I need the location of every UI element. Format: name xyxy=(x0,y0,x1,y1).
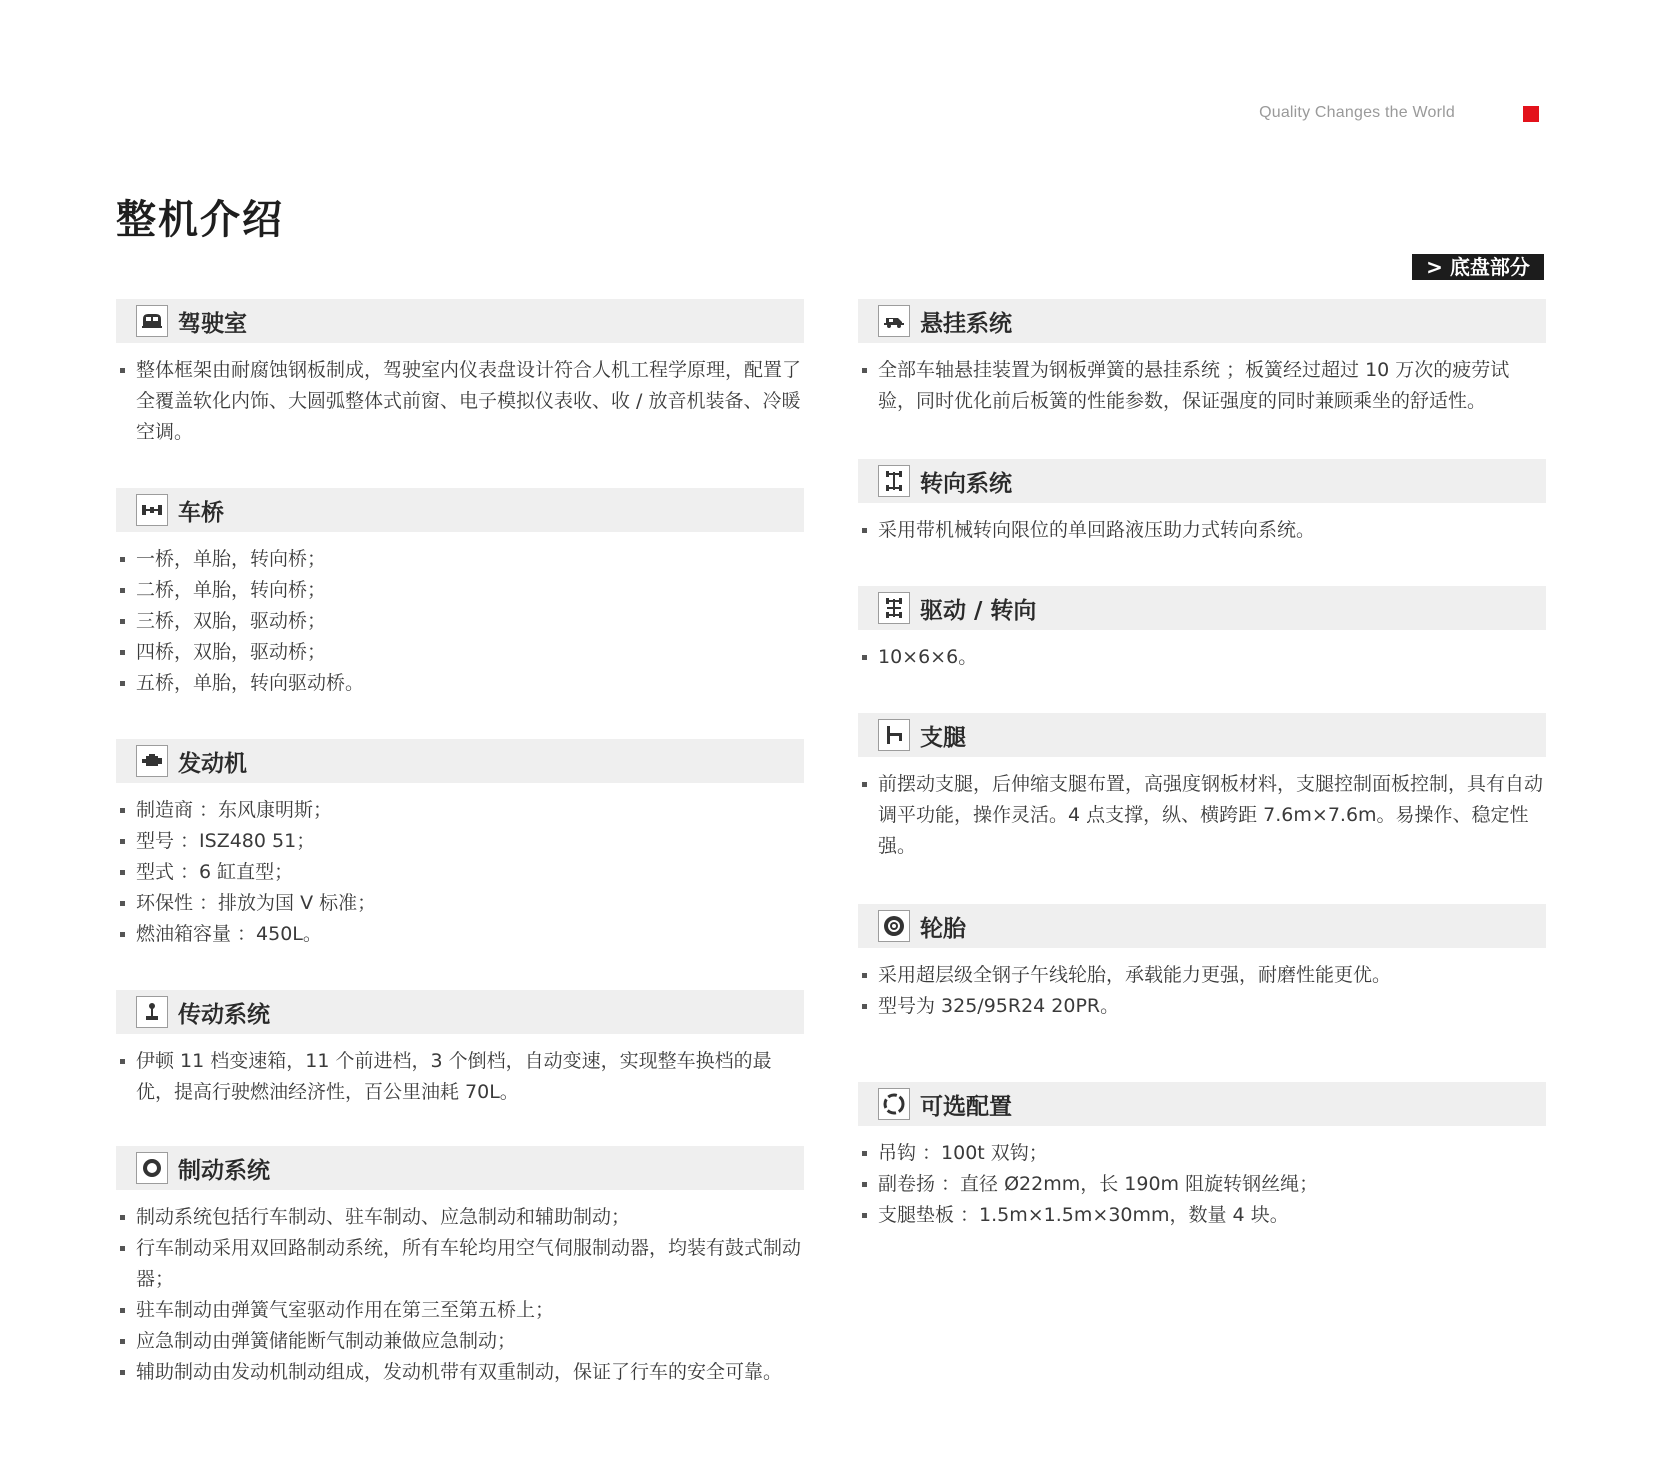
section-title: 驾驶室 xyxy=(178,310,247,337)
list-item: 一桥，单胎，转向桥； xyxy=(116,544,804,575)
section-outrigger xyxy=(858,713,1546,862)
list-item: 行车制动采用双回路制动系统，所有车轮均用空气伺服制动器，均装有鼓式制动器； xyxy=(116,1233,804,1295)
suspension-icon xyxy=(878,305,910,337)
list-item: 四桥，双胎，驱动桥； xyxy=(116,637,804,668)
list-item: 采用超层级全钢子午线轮胎，承载能力更强，耐磨性能更优。 xyxy=(858,960,1546,991)
section-tire xyxy=(858,904,1546,1022)
item-list xyxy=(116,1046,804,1108)
list-item: 伊顿 11 档变速箱，11 个前进档，3 个倒档，自动变速，实现整车换档的最优，提高行驶燃油经济性，百公里油耗 70L。 xyxy=(116,1046,804,1108)
engine-icon xyxy=(136,745,168,777)
item-list xyxy=(858,355,1546,417)
section-header xyxy=(858,586,1546,630)
section-title: 悬挂系统 xyxy=(920,310,1012,337)
section-header xyxy=(116,1146,804,1190)
section-header xyxy=(858,299,1546,343)
section-header xyxy=(116,299,804,343)
section-axle xyxy=(116,488,804,699)
list-item: 辅助制动由发动机制动组成，发动机带有双重制动，保证了行车的安全可靠。 xyxy=(116,1357,804,1388)
section-header xyxy=(858,904,1546,948)
section-header xyxy=(116,739,804,783)
left-column xyxy=(116,299,804,1388)
item-list xyxy=(858,1138,1546,1231)
list-item: 10×6×6。 xyxy=(858,642,1546,673)
section-title: 支腿 xyxy=(920,724,966,751)
list-item: 燃油箱容量 ：450L。 xyxy=(116,919,804,950)
drive-steering-icon xyxy=(878,592,910,624)
section-transmission xyxy=(116,990,804,1108)
list-item: 吊钩 ：100t 双钩； xyxy=(858,1138,1546,1169)
section-title: 制动系统 xyxy=(178,1157,270,1184)
item-list xyxy=(858,769,1546,862)
section-header xyxy=(858,713,1546,757)
item-list xyxy=(858,515,1546,546)
page-title: 整机介绍 xyxy=(116,197,284,243)
list-item: 前摆动支腿，后伸缩支腿布置，高强度钢板材料，支腿控制面板控制，具有自动调平功能，操作灵活。4 点支撑，纵、横跨距 7.6m×7.6m。易操作、稳定性强。 xyxy=(858,769,1546,862)
right-column xyxy=(858,299,1546,1231)
item-list xyxy=(858,642,1546,673)
list-item: 环保性 ：排放为国 V 标准； xyxy=(116,888,804,919)
list-item: 应急制动由弹簧储能断气制动兼做应急制动； xyxy=(116,1326,804,1357)
section-tag-chassis: > 底盘部分 xyxy=(1412,254,1544,280)
list-item: 型式 ：6 缸直型； xyxy=(116,857,804,888)
brake-icon xyxy=(136,1152,168,1184)
section-title: 传动系统 xyxy=(178,1001,270,1028)
item-list xyxy=(116,1202,804,1388)
section-title: 驱动 / 转向 xyxy=(920,597,1037,624)
steering-icon xyxy=(878,465,910,497)
section-title: 轮胎 xyxy=(920,915,966,942)
list-item: 型号为 325/95R24 20PR。 xyxy=(858,991,1546,1022)
section-header xyxy=(858,1082,1546,1126)
cab-icon xyxy=(136,305,168,337)
list-item: 采用带机械转向限位的单回路液压助力式转向系统。 xyxy=(858,515,1546,546)
outrigger-icon xyxy=(878,719,910,751)
gearshift-icon xyxy=(136,996,168,1028)
list-item: 整体框架由耐腐蚀钢板制成，驾驶室内仪表盘设计符合人机工程学原理，配置了全覆盖软化内饰、大圆弧整体式前窗、电子模拟仪表收、收 / 放音机装备、冷暖空调。 xyxy=(116,355,804,448)
options-icon xyxy=(878,1088,910,1120)
section-header xyxy=(858,459,1546,503)
list-item: 二桥，单胎，转向桥； xyxy=(116,575,804,606)
section-engine xyxy=(116,739,804,950)
section-drive-steering xyxy=(858,586,1546,673)
list-item: 制造商 ：东风康明斯； xyxy=(116,795,804,826)
item-list xyxy=(858,960,1546,1022)
section-title: 可选配置 xyxy=(920,1093,1012,1120)
section-header xyxy=(116,990,804,1034)
axle-icon xyxy=(136,494,168,526)
tire-icon xyxy=(878,910,910,942)
section-brake xyxy=(116,1146,804,1388)
section-steering xyxy=(858,459,1546,546)
list-item: 支腿垫板 ：1.5m×1.5m×30mm，数量 4 块。 xyxy=(858,1200,1546,1231)
red-square-mark xyxy=(1523,106,1539,122)
list-item: 副卷扬 ：直径 Ø22mm，长 190m 阻旋转钢丝绳； xyxy=(858,1169,1546,1200)
list-item: 驻车制动由弹簧气室驱动作用在第三至第五桥上； xyxy=(116,1295,804,1326)
list-item: 五桥，单胎，转向驱动桥。 xyxy=(116,668,804,699)
list-item: 全部车轴悬挂装置为钢板弹簧的悬挂系统 ；板簧经过超过 10 万次的疲劳试验，同时优化前后板簧的性能参数，保证强度的同时兼顾乘坐的舒适性。 xyxy=(858,355,1546,417)
section-title: 转向系统 xyxy=(920,470,1012,497)
list-item: 三桥，双胎，驱动桥； xyxy=(116,606,804,637)
list-item: 制动系统包括行车制动、驻车制动、应急制动和辅助制动； xyxy=(116,1202,804,1233)
item-list xyxy=(116,795,804,950)
section-title: 发动机 xyxy=(178,750,247,777)
item-list xyxy=(116,544,804,699)
section-header xyxy=(116,488,804,532)
item-list xyxy=(116,355,804,448)
section-suspension xyxy=(858,299,1546,417)
section-options xyxy=(858,1082,1546,1231)
tagline: Quality Changes the World xyxy=(1259,104,1455,121)
section-title: 车桥 xyxy=(178,499,224,526)
section-cab xyxy=(116,299,804,448)
list-item: 型号 ：ISZ480 51； xyxy=(116,826,804,857)
